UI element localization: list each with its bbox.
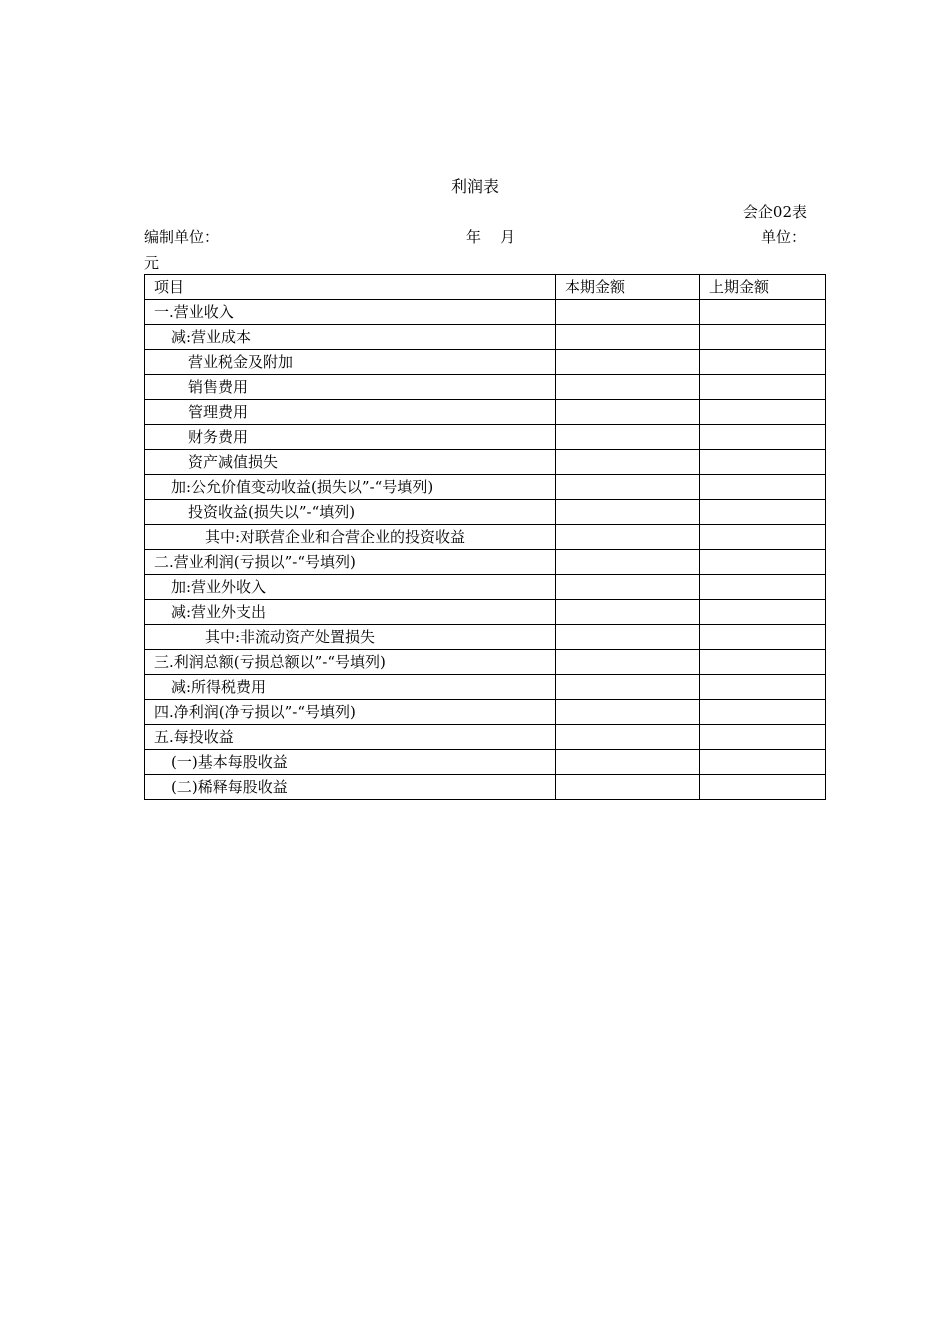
row-item-label: 二.营业利润(亏损以”-“号填列) xyxy=(145,550,556,575)
row-current-amount-cell[interactable] xyxy=(556,300,700,325)
row-current-amount-cell[interactable] xyxy=(556,450,700,475)
table-row xyxy=(145,375,826,400)
row-current-amount-cell[interactable] xyxy=(556,600,700,625)
row-current-amount-cell[interactable] xyxy=(556,500,700,525)
table-row xyxy=(145,750,826,775)
row-item-label: 减:所得税费用 xyxy=(145,675,556,700)
report-title: 利润表 xyxy=(450,177,499,196)
form-code: 会企02表 xyxy=(742,203,807,221)
row-previous-amount-cell[interactable] xyxy=(700,525,826,550)
table-row xyxy=(145,400,826,425)
row-previous-amount-cell[interactable] xyxy=(700,725,826,750)
table-row xyxy=(145,600,826,625)
row-item-label: 投资收益(损失以”-“填列) xyxy=(145,500,556,525)
row-previous-amount-cell[interactable] xyxy=(700,700,826,725)
table-row xyxy=(145,350,826,375)
row-previous-amount-cell[interactable] xyxy=(700,575,826,600)
header-previous-amount: 上期金额 xyxy=(700,275,826,300)
header-current-amount: 本期金额 xyxy=(556,275,700,300)
row-item-label: 加:公允价值变动收益(损失以”-“号填列) xyxy=(145,475,556,500)
row-previous-amount-cell[interactable] xyxy=(700,300,826,325)
table-row xyxy=(145,675,826,700)
table-row xyxy=(145,625,826,650)
table-row xyxy=(145,425,826,450)
row-current-amount-cell[interactable] xyxy=(556,475,700,500)
row-item-label: 其中:对联营企业和合营企业的投资收益 xyxy=(145,525,556,550)
row-previous-amount-cell[interactable] xyxy=(700,550,826,575)
table-row xyxy=(145,550,826,575)
table-row xyxy=(145,475,826,500)
row-current-amount-cell[interactable] xyxy=(556,525,700,550)
row-item-label: 减:营业成本 xyxy=(145,325,556,350)
row-current-amount-cell[interactable] xyxy=(556,350,700,375)
row-current-amount-cell[interactable] xyxy=(556,650,700,675)
row-previous-amount-cell[interactable] xyxy=(700,675,826,700)
row-item-label: 一.营业收入 xyxy=(145,300,556,325)
org-label: 编制单位： xyxy=(144,228,220,246)
unit-label: 单位： xyxy=(760,228,806,246)
row-item-label: 财务费用 xyxy=(145,425,556,450)
row-current-amount-cell[interactable] xyxy=(556,675,700,700)
row-item-label: 减:营业外支出 xyxy=(145,600,556,625)
row-item-label: 销售费用 xyxy=(145,375,556,400)
row-item-label: (二)稀释每股收益 xyxy=(145,775,556,800)
table-row xyxy=(145,500,826,525)
income-statement-body xyxy=(145,275,826,800)
row-previous-amount-cell[interactable] xyxy=(700,400,826,425)
row-item-label: 其中:非流动资产处置损失 xyxy=(145,625,556,650)
row-current-amount-cell[interactable] xyxy=(556,550,700,575)
row-item-label: 五.每投收益 xyxy=(145,725,556,750)
row-current-amount-cell[interactable] xyxy=(556,725,700,750)
row-item-label: 资产减值损失 xyxy=(145,450,556,475)
row-current-amount-cell[interactable] xyxy=(556,400,700,425)
row-item-label: (一)基本每股收益 xyxy=(145,750,556,775)
unit-value: 元 xyxy=(144,254,160,272)
row-previous-amount-cell[interactable] xyxy=(700,325,826,350)
table-row xyxy=(145,700,826,725)
row-previous-amount-cell[interactable] xyxy=(700,425,826,450)
row-current-amount-cell[interactable] xyxy=(556,325,700,350)
row-current-amount-cell[interactable] xyxy=(556,575,700,600)
row-current-amount-cell[interactable] xyxy=(556,775,700,800)
table-row xyxy=(145,450,826,475)
table-row xyxy=(145,575,826,600)
row-previous-amount-cell[interactable] xyxy=(700,775,826,800)
row-previous-amount-cell[interactable] xyxy=(700,450,826,475)
row-previous-amount-cell[interactable] xyxy=(700,625,826,650)
row-previous-amount-cell[interactable] xyxy=(700,475,826,500)
table-header-row xyxy=(145,275,826,300)
header-item: 项目 xyxy=(145,275,556,300)
row-previous-amount-cell[interactable] xyxy=(700,350,826,375)
row-current-amount-cell[interactable] xyxy=(556,700,700,725)
report-meta-line xyxy=(144,226,806,248)
table-row xyxy=(145,775,826,800)
row-item-label: 营业税金及附加 xyxy=(145,350,556,375)
table-row xyxy=(145,725,826,750)
row-previous-amount-cell[interactable] xyxy=(700,650,826,675)
row-current-amount-cell[interactable] xyxy=(556,625,700,650)
row-item-label: 四.净利润(净亏损以”-“号填列) xyxy=(145,700,556,725)
date-label: 年 月 xyxy=(466,228,516,246)
row-item-label: 加:营业外收入 xyxy=(145,575,556,600)
row-item-label: 三.利润总额(亏损总额以”-“号填列) xyxy=(145,650,556,675)
row-previous-amount-cell[interactable] xyxy=(700,500,826,525)
row-current-amount-cell[interactable] xyxy=(556,375,700,400)
row-current-amount-cell[interactable] xyxy=(556,425,700,450)
row-previous-amount-cell[interactable] xyxy=(700,750,826,775)
income-statement-table xyxy=(144,274,826,800)
row-item-label: 管理费用 xyxy=(145,400,556,425)
table-row xyxy=(145,525,826,550)
row-previous-amount-cell[interactable] xyxy=(700,600,826,625)
row-current-amount-cell[interactable] xyxy=(556,750,700,775)
table-row xyxy=(145,325,826,350)
table-row xyxy=(145,300,826,325)
row-previous-amount-cell[interactable] xyxy=(700,375,826,400)
table-row xyxy=(145,650,826,675)
